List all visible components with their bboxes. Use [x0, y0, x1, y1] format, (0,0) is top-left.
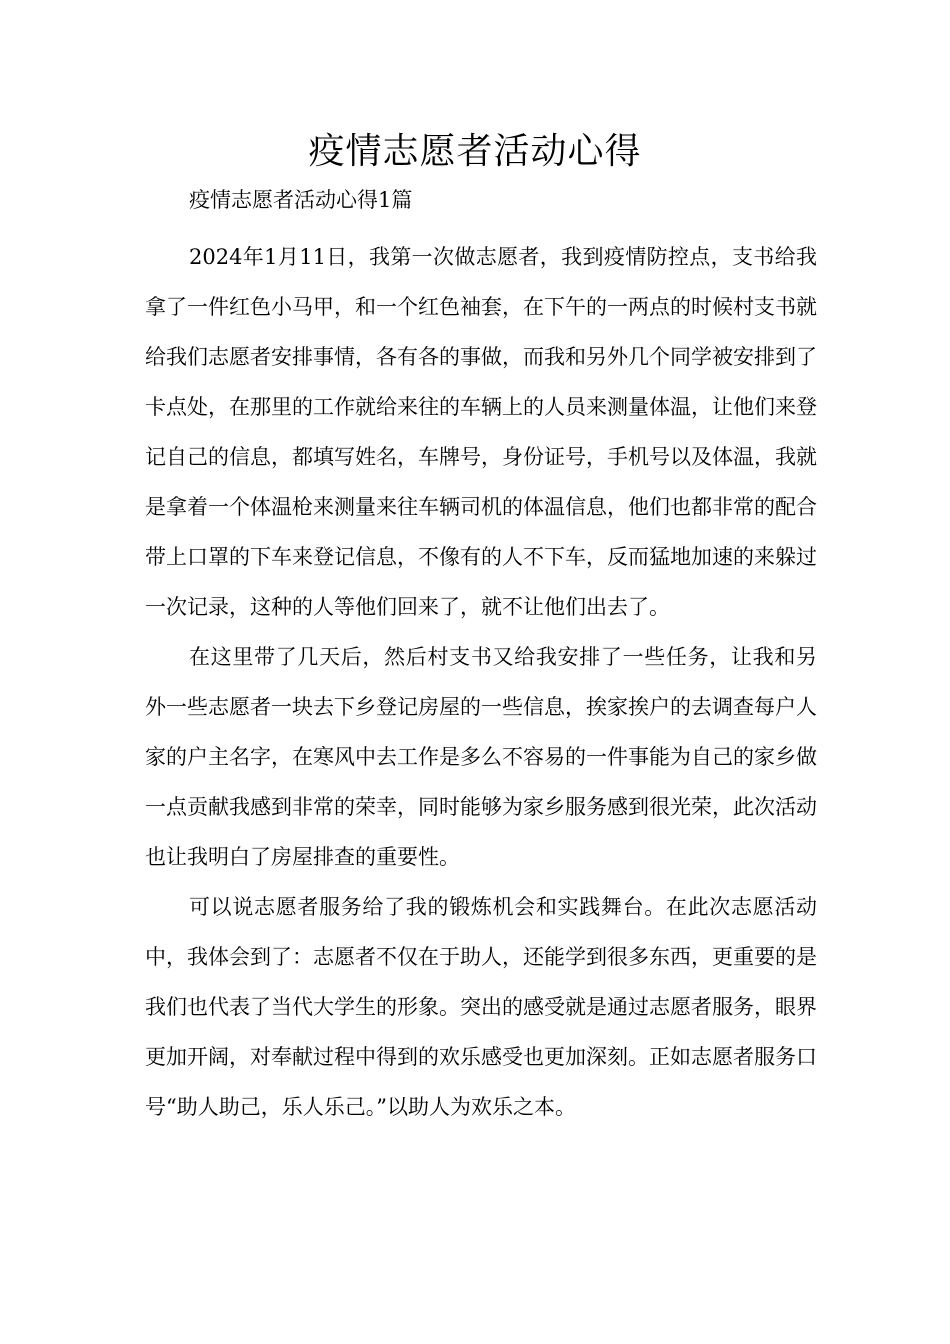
document-body	[145, 232, 817, 1132]
paragraph: 2024年1月11日，我第一次做志愿者，我到疫情防控点，支书给我拿了一件红色小马甲，和一个红色袖套，在下午的一两点的时候村支书就给我们志愿者安排事情，各有各的事做，而我和另外几个同学被安排到了卡点处，在那里的工作就给来往的车辆上的人员来测量体温，让他们来登记自己的信息，都填写姓名，车牌号，身份证号，手机号以及体温，我就是拿着一个体温枪来测量来往车辆司机的体温信息，他们也都非常的配合带上口罩的下车来登记信息，不像有的人不下车，反而猛地加速的来躲过一次记录，这种的人等他们回来了，就不让他们出去了。	[145, 245, 817, 619]
document-title: 疫情志愿者活动心得	[308, 131, 642, 172]
document-subtitle: 疫情志愿者活动心得1篇	[189, 188, 413, 212]
paragraph: 在这里带了几天后，然后村支书又给我安排了一些任务，让我和另外一些志愿者一块去下乡登记房屋的一些信息，挨家挨户的去调查每户人家的户主名字，在寒风中去工作是多么不容易的一件事能为自己的家乡做一点贡献我感到非常的荣幸，同时能够为家乡服务感到很光荣，此次活动也让我明白了房屋排查的重要性。	[145, 645, 817, 869]
paragraph: 可以说志愿者服务给了我的锻炼机会和实践舞台。在此次志愿活动中，我体会到了：志愿者不仅在于助人，还能学到很多东西，更重要的是我们也代表了当代大学生的形象。突出的感受就是通过志愿者服务，眼界更加开阔，对奉献过程中得到的欢乐感受也更加深刻。正如志愿者服务口号“助人助己，乐人乐己。”以助人为欢乐之本。	[145, 895, 817, 1119]
